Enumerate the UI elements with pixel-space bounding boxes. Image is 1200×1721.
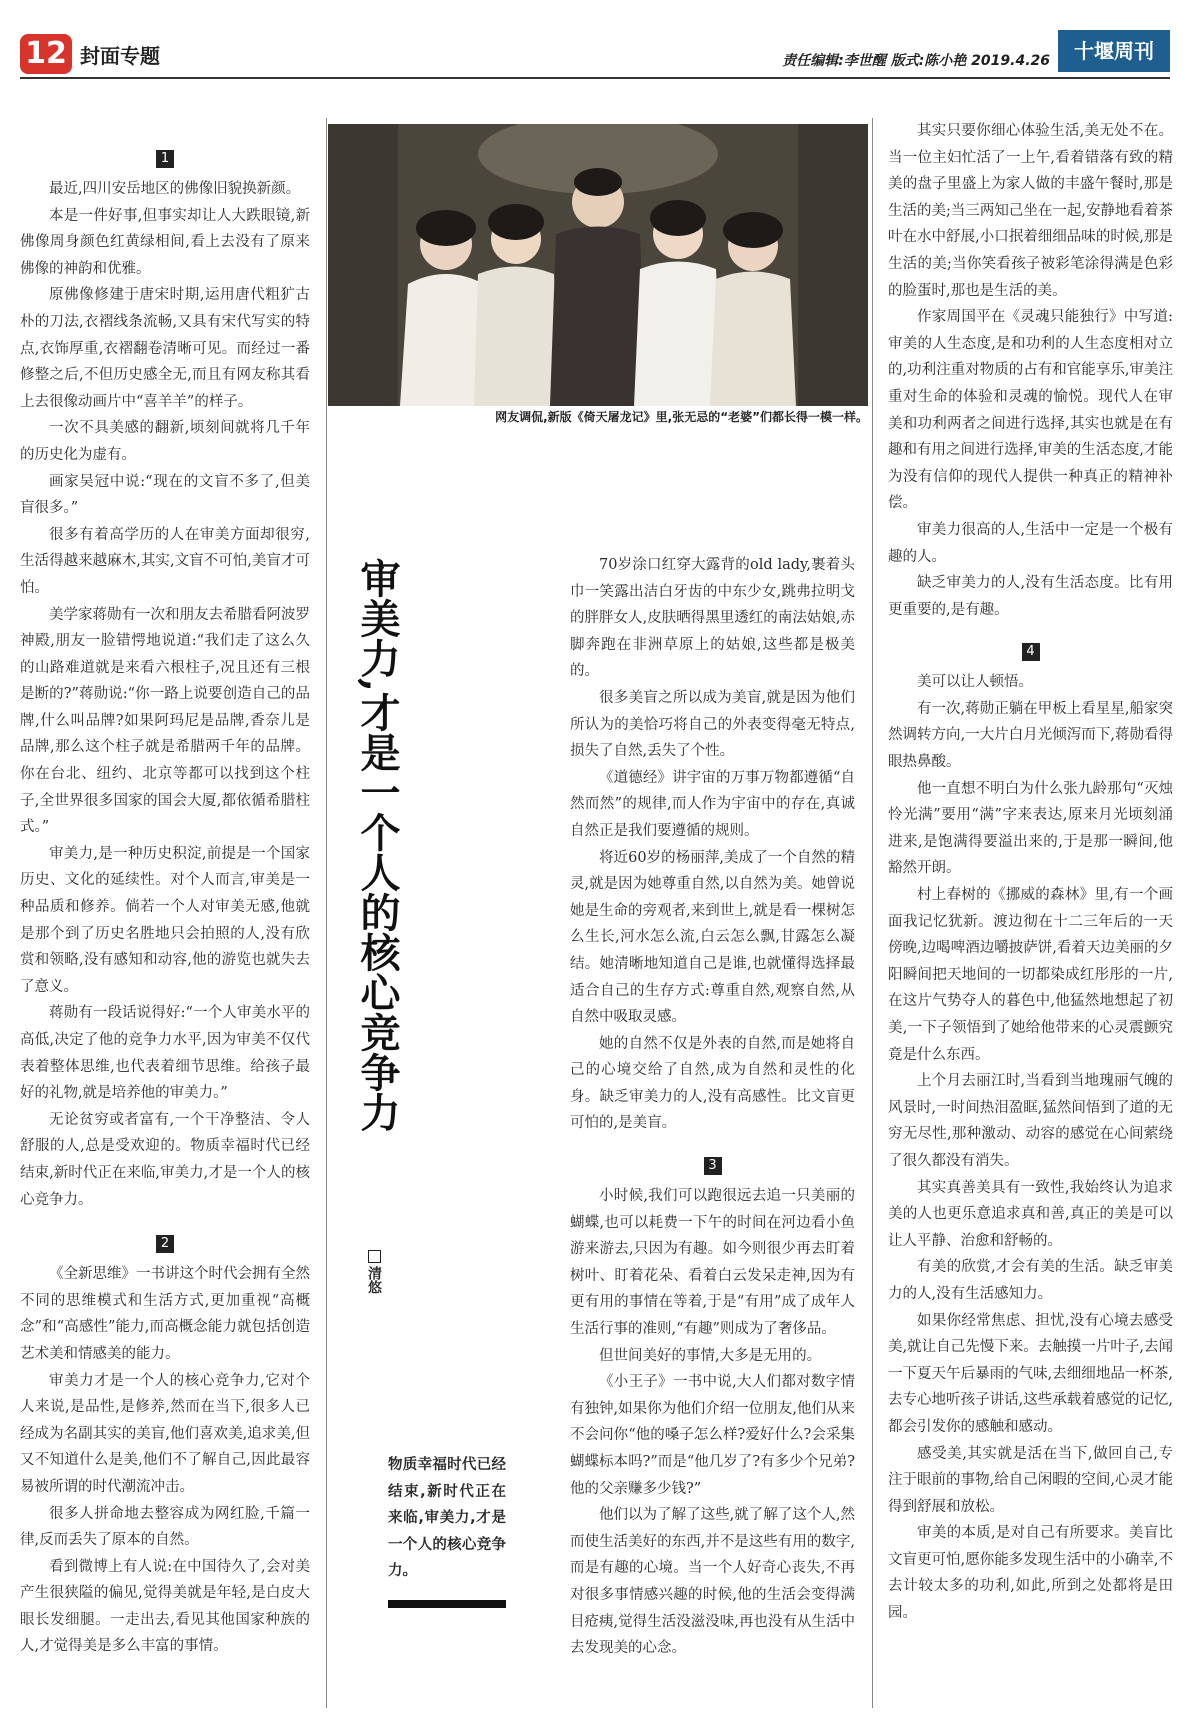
paragraph: 画家吴冠中说:“现在的文盲不多了,但美盲很多。” <box>20 473 310 517</box>
byline-marker <box>368 1250 381 1263</box>
paragraph: 看到微博上有人说:在中国待久了,会对美产生很狭隘的偏见,觉得美就是年轻,是白皮大眼长发细腿。一走出去,看见其他国家种族的人,才觉得美是多么丰富的事情。 <box>20 1558 310 1655</box>
column-divider <box>326 118 327 1708</box>
paragraph: 缺乏审美力的人,没有生活态度。比有用更重要的,是有趣。 <box>888 575 1173 618</box>
section-number-4: 4 <box>1022 643 1040 661</box>
paragraph: 他一直想不明白为什么张九龄那句“灭烛怜光满”要用“满”字来表达,原来月光顷刻涌进来,是饱满得要溢出来的,于是那一瞬间,他豁然开朗。 <box>888 780 1173 877</box>
paragraph: 有美的欣赏,才会有美的生活。缺乏审美力的人,没有生活感知力。 <box>888 1259 1173 1302</box>
photo-caption: 网友调侃,新版《倚天屠龙记》里,张无忌的“老婆”们都长得一模一样。 <box>495 410 868 424</box>
paragraph: 美可以让人顿悟。 <box>917 674 1033 691</box>
author-name: 清悠 <box>366 1266 382 1294</box>
paragraph: 但世间美好的事情,大多是无用的。 <box>599 1347 822 1364</box>
paragraph: 审美力,是一种历史积淀,前提是一个国家历史、文化的延续性。对个人而言,审美是一种品质和修养。倘若一个人对审美无感,他就是那个到了历史名胜地只会拍照的人,没有欣赏和领略,没有感知和动容,他的游览也就失去了意义。 <box>20 845 310 995</box>
section-number-1: 1 <box>156 150 174 168</box>
paragraph: 一次不具美感的翻新,顷刻间就将几千年的历史化为虚有。 <box>20 420 310 463</box>
paragraph: 作家周国平在《灵魂只能独行》中写道:审美的人生态度,是和功利的人生态度相对立的,功利注重对物质的占有和官能享乐,审美注重对生命的体验和灵魂的愉悦。现代人在审美和功利两者之间进行选择,其实也就是在有趣和有用之间进行选择,审美的生活态度,才能为没有信仰的现代人提供一种真正的精神补偿。 <box>888 309 1173 512</box>
column-4 <box>888 118 1173 1627</box>
column-1 <box>20 142 310 1660</box>
paragraph: 很多人拼命地去整容成为网红脸,千篇一律,反而丢失了原本的自然。 <box>20 1505 310 1549</box>
header-rule <box>20 77 1170 79</box>
paragraph: 《小王子》一书中说,大人们都对数字情有独钟,如果你为他们介绍一位朋友,他们从来不会问你“他的嗓子怎么样?爱好什么?会采集蝴蝶标本吗?”而是“他几岁了?有多少个兄弟?他的父亲赚多少钱?” <box>570 1374 855 1497</box>
paragraph: 有一次,蒋勋正躺在甲板上看星星,船家突然调转方向,一大片白月光倾泻而下,蒋勋看得眼热鼻酸。 <box>888 700 1173 771</box>
paragraph: 70岁涂口红穿大露背的old lady,裹着头巾一笑露出洁白牙齿的中东少女,跳弗拉明戈的胖胖女人,皮肤晒得黑里透红的南法姑娘,赤脚奔跑在非洲草原上的姑娘,这些都是极美的。 <box>570 557 855 680</box>
article-title: 审美力,才是一个人的核心竞争力 <box>354 558 401 1132</box>
paragraph: 如果你经常焦虑、担忧,没有心境去感受美,就让自己先慢下来。去触摸一片叶子,去闻一下夏天午后暴雨的气味,去细细地品一杯茶,去专心地听孩子讲话,这些承载着感觉的记忆,都会引发你的感触和感动。 <box>888 1312 1173 1435</box>
paragraph: 本是一件好事,但事实却让人大跌眼镜,新佛像周身颜色红黄绿相间,看上去没有了原来佛像的神韵和优雅。 <box>20 207 310 277</box>
paragraph: 他们以为了解了这些,就了解了这个人,然而使生活美好的东西,并不是这些有用的数字,而是有趣的心境。当一个人好奇心丧失,不再对很多事情感兴趣的时候,他的生活会变得满目疮痍,觉得生活没滋没味,再也没有从生活中去发现美的心念。 <box>570 1507 855 1657</box>
paragraph: 无论贫穷或者富有,一个干净整洁、令人舒服的人,总是受欢迎的。物质幸福时代已经结束,新时代正在来临,审美力,才是一个人的核心竞争力。 <box>20 1111 310 1208</box>
pull-quote: 物质幸福时代已经结束,新时代正在来临,审美力,才是一个人的核心竞争力。 <box>388 1457 506 1580</box>
paragraph: 《全新思维》一书讲这个时代会拥有全然不同的思维模式和生活方式,更加重视“高概念”和“高感性”能力,而高概念能力就包括创造艺术美和情感美的能力。 <box>20 1266 310 1362</box>
paragraph: 很多美盲之所以成为美盲,就是因为他们所认为的美恰巧将自己的外表变得毫无特点,损失了自然,丢失了个性。 <box>570 689 855 760</box>
paragraph: 上个月去丽江时,当看到当地瑰丽气魄的风景时,一时间热泪盈眶,猛然间悟到了道的无穷无尽性,那种激动、动容的感觉在心间萦绕了很久都没有消失。 <box>888 1073 1173 1169</box>
paragraph: 审美力很高的人,生活中一定是一个极有趣的人。 <box>888 521 1173 565</box>
paragraph: 将近60岁的杨丽萍,美成了一个自然的精灵,就是因为她尊重自然,以自然为美。她曾说她是生命的旁观者,来到世上,就是看一棵树怎么生长,河水怎么流,白云怎么飘,甘露怎么凝结。她清晰地知道自己是谁,也就懂得选择最适合自己的生存方式:尊重自然,观察自然,从自然中吸取灵感。 <box>570 849 855 1026</box>
paragraph: 《道德经》讲宇宙的万事万物都遵循“自然而然”的规律,而人作为宇宙中的存在,真诚自然正是我们要遵循的规则。 <box>570 769 855 839</box>
movie-still-photo <box>328 124 868 406</box>
pull-quote-bar <box>388 1600 506 1608</box>
paragraph: 最近,四川安岳地区的佛像旧貌换新颜。 <box>49 181 301 197</box>
paragraph: 她的自然不仅是外表的自然,而是她将自己的心境交给了自然,成为自然和灵性的化身。缺乏审美力的人,没有高感性。比文盲更可怕的,是美盲。 <box>570 1035 855 1132</box>
paragraph: 蒋勋有一段话说得好:“一个人审美水平的高低,决定了他的竞争力水平,因为审美不仅代表着整体思维,也代表着细节思维。给孩子最好的礼物,就是培养他的审美力。” <box>20 1005 310 1102</box>
section-number-3: 3 <box>704 1157 722 1175</box>
editor-credits: 责任编辑:李世醒 版式:陈小艳 2019.4.26 <box>782 53 1050 69</box>
paragraph: 很多有着高学历的人在审美方面却很穷,生活得越来越麻木,其实,文盲不可怕,美盲才可怕。 <box>20 526 310 596</box>
section-number-2: 2 <box>156 1235 174 1253</box>
column-divider <box>872 118 873 1708</box>
paragraph: 其实真善美具有一致性,我始终认为追求美的人也更乐意追求真和善,真正的美是可以让人平静、治愈和舒畅的。 <box>888 1179 1173 1249</box>
paragraph: 审美的本质,是对自己有所要求。美盲比文盲更可怕,愿你能多发现生活中的小确幸,不去计较太多的功利,如此,所到之处都将是田园。 <box>888 1525 1173 1622</box>
paragraph: 村上春树的《挪威的森林》里,有一个画面我记忆犹新。渡边彻在十二三年后的一天傍晚,边喝啤酒边嚼披萨饼,看着天边美丽的夕阳瞬间把天地间的一切都染成红彤彤的一片,在这片气势夺人的暮色中,他猛然地想起了初美,一下子领悟到了她给他带来的心灵震颤究竟是什么东西。 <box>888 887 1173 1063</box>
paragraph: 原佛像修建于唐宋时期,运用唐代粗犷古朴的刀法,衣褶线条流畅,又具有宋代写实的特点,衣饰厚重,衣褶翻卷清晰可见。而经过一番修整之后,不但历史感全无,而且有网友称其看上去很像动画片中“喜羊羊”的样子。 <box>20 287 310 410</box>
paragraph: 其实只要你细心体验生活,美无处不在。当一位主妇忙活了一上午,看着错落有致的精美的盘子里盛上为家人做的丰盛午餐时,那是生活的美;当三两知己坐在一起,安静地看着茶叶在水中舒展,小口抿着细细品味的时候,那是生活的美;当你笑看孩子被彩笔涂得满是色彩的脸蛋时,那也是生活的美。 <box>888 123 1173 299</box>
author-byline <box>364 1250 384 1294</box>
page-number: 12 <box>20 34 72 74</box>
masthead-logo: 十堰周刊 <box>1058 30 1170 72</box>
paragraph: 审美力才是一个人的核心竞争力,它对个人来说,是品性,是修养,然而在当下,很多人已经成为名副其实的美盲,他们喜欢美,追求美,但又不知道什么是美,他们不了解自己,因此最容易被所谓的时代潮流冲击。 <box>20 1372 310 1495</box>
page-header <box>20 30 1170 76</box>
section-title: 封面专题 <box>80 44 160 68</box>
paragraph: 美学家蒋勋有一次和朋友去希腊看阿波罗神殿,朋友一脸错愕地说道:“我们走了这么久的山路难道就是来看六根柱子,况且还有三根是断的?”蒋勋说:“你一路上说要创造自己的品牌,什么叫品牌?如果阿玛尼是品牌,香奈儿是品牌,那么这个柱子就是希腊两千年的品牌。你在台北、纽约、北京等都可以找到这个柱子,全世界很多国家的国会大厦,都依循希腊柱式。” <box>20 606 310 836</box>
paragraph: 小时候,我们可以跑很远去追一只美丽的蝴蝶,也可以耗费一下午的时间在河边看小鱼游来游去,只因为有趣。如今则很少再去盯着树叶、盯着花朵、看着白云发呆走神,因为有更有用的事情在等着,于是“有用”成了成年人生活行事的准则,“有趣”则成为了奢侈品。 <box>570 1188 855 1338</box>
column-3 <box>570 552 855 1662</box>
paragraph: 感受美,其实就是活在当下,做回自己,专注于眼前的事物,给自己闲暇的空间,心灵才能得到舒展和放松。 <box>888 1445 1173 1515</box>
